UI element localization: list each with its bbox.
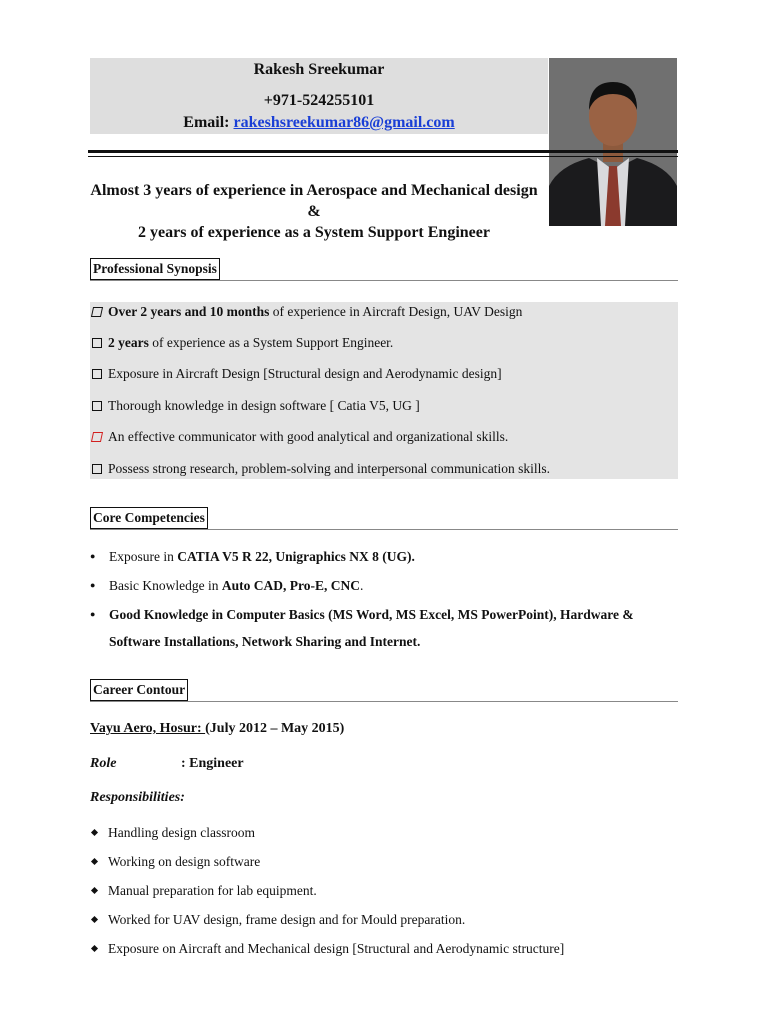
checkbox-bullet-icon <box>92 464 102 474</box>
job-heading <box>90 721 344 737</box>
phone-number: +971-524255101 <box>263 92 375 109</box>
section-rule-synopsis <box>90 280 678 281</box>
diamond-bullet-icon <box>91 858 98 865</box>
checkbox-bullet-icon <box>92 401 102 411</box>
company-name: Vayu Aero, Hosur: <box>90 721 206 736</box>
synopsis-item <box>92 396 420 416</box>
competency-item <box>90 543 680 570</box>
synopsis-item-bold: 2 years <box>108 335 149 350</box>
section-title-synopsis: Professional Synopsis <box>90 258 220 280</box>
bullet-dot-icon: ● <box>90 580 96 590</box>
diamond-bullet-icon <box>91 916 98 923</box>
synopsis-item <box>92 333 393 353</box>
responsibility-item <box>90 881 317 901</box>
synopsis-item-text: of experience as a System Support Engineer. <box>148 335 394 350</box>
synopsis-item-text: Possess strong research, problem-solving and interpersonal communication skills. <box>108 461 551 476</box>
synopsis-item-text: An effective communicator with good analytical and organizational skills. <box>108 429 509 444</box>
headline-line-1: Almost 3 years of experience in Aerospace and Mechanical design & <box>90 182 538 220</box>
responsibility-text: Working on design software <box>108 854 261 869</box>
responsibility-text: Exposure on Aircraft and Mechanical design [Structural and Aerodynamic structure] <box>108 941 565 956</box>
competency-item-bold: Good Knowledge in Computer Basics (MS Word, MS Excel, MS PowerPoint), Hardware & Software Installations, Network Sharing and Internet. <box>109 607 634 649</box>
synopsis-item <box>92 427 508 447</box>
responsibility-item <box>90 823 255 843</box>
contact-header <box>90 58 548 134</box>
profile-photo <box>549 58 677 226</box>
competency-item <box>90 572 680 599</box>
responsibility-item <box>90 910 465 930</box>
competency-item-pre: Basic Knowledge in <box>109 578 222 593</box>
diamond-bullet-icon <box>91 887 98 894</box>
checkbox-bullet-icon <box>92 338 102 348</box>
role-label: Role <box>90 756 117 771</box>
headline-line-2: 2 years of experience as a System Support Engineer <box>138 224 490 241</box>
bullet-dot-icon: ● <box>90 551 96 561</box>
synopsis-item-text: Exposure in Aircraft Design [Structural design and Aerodynamic design] <box>108 366 502 381</box>
profile-photo-illustration <box>549 58 677 226</box>
candidate-name: Rakesh Sreekumar <box>253 61 385 78</box>
competency-item-post: . <box>359 578 364 593</box>
section-title-competencies: Core Competencies <box>90 507 208 529</box>
bullet-dot-icon: ● <box>90 609 96 619</box>
competency-item-bold: Auto CAD, Pro-E, CNC <box>221 578 360 593</box>
responsibility-text: Handling design classroom <box>108 825 255 840</box>
competency-item-pre: Exposure in <box>109 549 178 564</box>
synopsis-item <box>92 459 550 479</box>
role-value: : Engineer <box>181 756 244 771</box>
job-period: (July 2012 – May 2015) <box>205 721 345 736</box>
section-rule-competencies <box>90 529 678 530</box>
synopsis-list <box>90 302 678 479</box>
responsibilities-label: Responsibilities: <box>90 790 185 805</box>
synopsis-item-text: of experience in Aircraft Design, UAV Design <box>269 304 523 319</box>
section-title-career: Career Contour <box>90 679 188 701</box>
diamond-bullet-icon <box>91 945 98 952</box>
responsibility-text: Manual preparation for lab equipment. <box>108 883 317 898</box>
synopsis-item-text: Thorough knowledge in design software [ Catia V5, UG ] <box>108 398 420 413</box>
checkbox-bullet-icon <box>91 307 103 317</box>
experience-headline <box>90 180 538 243</box>
section-rule-career <box>90 701 678 702</box>
checkbox-bullet-icon <box>92 369 102 379</box>
email-line <box>90 114 548 132</box>
synopsis-item-bold: Over 2 years and 10 months <box>108 304 270 319</box>
header-divider-thick <box>88 150 678 153</box>
diamond-bullet-icon <box>91 829 98 836</box>
responsibility-text: Worked for UAV design, frame design and for Mould preparation. <box>108 912 466 927</box>
synopsis-item <box>92 364 502 384</box>
competency-item-bold: CATIA V5 R 22, Unigraphics NX 8 (UG). <box>177 549 415 564</box>
responsibility-item <box>90 852 260 872</box>
synopsis-item <box>92 302 522 322</box>
header-divider-thin <box>88 156 678 157</box>
email-label: Email: <box>183 114 230 131</box>
checkbox-bullet-icon <box>91 432 103 442</box>
competency-item <box>90 601 680 655</box>
responsibility-item <box>90 939 564 959</box>
email-link[interactable]: rakeshsreekumar86@gmail.com <box>233 114 455 131</box>
